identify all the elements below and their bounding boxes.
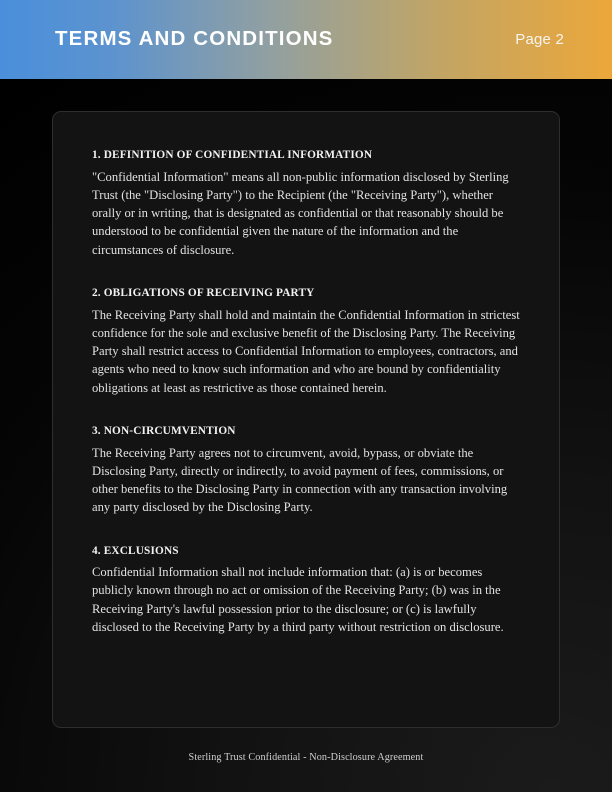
page-title: TERMS AND CONDITIONS	[55, 27, 334, 51]
clause-section	[92, 544, 520, 637]
clause-heading: 4. EXCLUSIONS	[92, 544, 179, 557]
document-footer	[0, 747, 612, 765]
clause-body: Confidential Information shall not include information that: (a) is or becomes publicly known through no act or omission of the Receiving Party; (b) was in the Receiving Party's lawful possession prior to the disclosure; or (c) is lawfully disclosed to the Receiving Party by a third party without restriction on disclosure.	[92, 565, 504, 634]
document-header	[0, 0, 612, 79]
page-number-label: Page 2	[515, 31, 564, 48]
footer-text: Sterling Trust Confidential - Non-Disclosure Agreement	[188, 752, 424, 763]
clause-heading: 3. NON-CIRCUMVENTION	[92, 424, 236, 437]
clause-section	[92, 148, 520, 259]
clause-body: The Receiving Party agrees not to circumvent, avoid, bypass, or obviate the Disclosing Party, directly or indirectly, to avoid payment of fees, commissions, or other benefits to the Disclosing Party in connection with any transaction involving any party disclosed by the Disclosing Party.	[92, 445, 508, 515]
clause-body: The Receiving Party shall hold and maintain the Confidential Information in strictest confidence for the sole and exclusive benefit of the Disclosing Party. The Receiving Party shall restrict access to Confidential Information to employees, contractors, and agents who need to know such information and who are bound by confidentiality obligations at least as restrictive as those contained herein.	[92, 307, 520, 395]
clause-section	[92, 424, 520, 517]
clause-heading: 2. OBLIGATIONS OF RECEIVING PARTY	[92, 286, 315, 299]
content-card	[52, 111, 560, 728]
clause-section	[92, 286, 520, 397]
clause-body: "Confidential Information" means all non-public information disclosed by Sterling Trust (the "Disclosing Party") to the Recipient (the "Receiving Party"), whether orally or in writing, that is designated as confidential or that reasonably should be understood to be confidential given the nature of the information and the circumstances of disclosure.	[92, 169, 509, 257]
clause-heading: 1. DEFINITION OF CONFIDENTIAL INFORMATION	[92, 149, 373, 161]
